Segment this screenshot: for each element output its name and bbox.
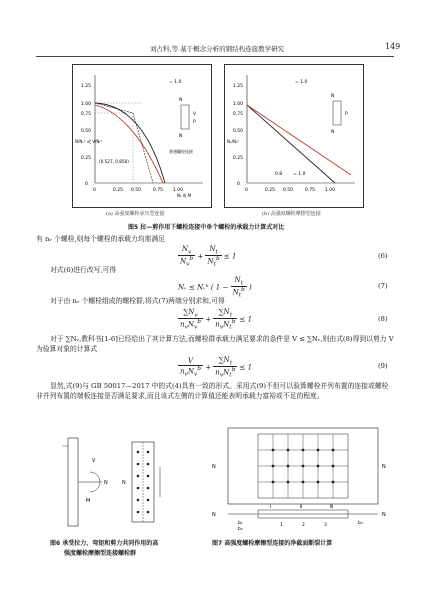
figure6-caption-line1: 图6 承受拉力、弯矩和剪力共同作用的高 xyxy=(50,540,159,547)
side-label: N xyxy=(331,94,335,99)
eq7-paren-open: ( xyxy=(210,283,214,292)
y-tick: 0.25 xyxy=(81,156,92,161)
figure7-drawing xyxy=(208,424,398,534)
side-label: N xyxy=(179,134,183,139)
eq9-number: (9) xyxy=(378,362,388,370)
x-tick: 1.00 xyxy=(325,188,336,193)
x-tick: 0 xyxy=(93,188,96,193)
y-axis-label: N/Nᵥᵇ 或 V/Nₜᵇ xyxy=(75,139,103,144)
paragraph-3: 对于由 nᵥ 个螺栓组成的螺栓群,将式(7)两端分别求和,可得 xyxy=(50,297,225,305)
x-axis-label: Nₜ 或 M xyxy=(177,193,192,198)
fig7-label: 3 xyxy=(324,523,327,528)
page-number: 149 xyxy=(385,42,401,51)
point-annotation: (0.527, 0.850) xyxy=(99,159,129,164)
fig7-label: b₃ xyxy=(358,521,363,526)
y-tick: 0.50 xyxy=(233,129,244,134)
figure5-panel-a-label: (a) 高强度螺栓承压型连接 xyxy=(106,211,165,217)
bolt-sketch xyxy=(181,105,189,129)
bolt-sketch xyxy=(333,101,341,125)
x-tick: 0.25 xyxy=(113,188,124,193)
paragraph-2: 对式(6)进行改写,可得 xyxy=(50,266,117,274)
figure5-panel-b-label: (b) 高强度螺栓摩擦型连接 xyxy=(262,211,321,217)
y-tick: 0 xyxy=(85,182,88,187)
fig7-label: 2 xyxy=(302,523,305,528)
figure6-caption-line2: 强度螺栓摩擦型连接螺栓群 xyxy=(64,550,137,557)
fig7-label: b₁ xyxy=(238,521,243,526)
eq7-paren-close: ) xyxy=(249,283,252,292)
side-label: P xyxy=(345,112,348,117)
fig7-label: N xyxy=(212,512,216,518)
fig7-label: N xyxy=(212,464,216,470)
fig7-label: N xyxy=(382,512,386,518)
equation-label: = 1.0 xyxy=(169,80,182,85)
figure5-panel-a xyxy=(72,64,212,208)
equation-upper: = 1.0 xyxy=(295,80,308,85)
paragraph-1: 有 nᵥ 个螺栓,则每个螺栓的承载力均需满足 xyxy=(36,235,165,243)
fig7-label: Ⅲ xyxy=(330,505,334,510)
y-tick: 0 xyxy=(237,182,240,187)
paragraph-5: 显然,式(9)与 GB 50017—2017 中的式(4)具有一致的形式。采用式(9)不但可以验算螺栓并列布置的连接或螺栓非并列布置的端板连接是否满足要求,而且该式左侧的计算值还能表明承载力富裕或不足的程度。 xyxy=(36,382,389,400)
eq7-one-minus: 1 − xyxy=(215,283,229,292)
fig6-label: M xyxy=(86,498,91,504)
y-tick: 1.25 xyxy=(233,84,244,89)
fig7-label: b₂ xyxy=(238,527,243,532)
figure5-chart-b xyxy=(225,65,363,207)
x-tick: 0.75 xyxy=(305,188,316,193)
equation-coef: 0.8 xyxy=(275,172,283,177)
header-rule xyxy=(36,56,394,57)
side-label: V xyxy=(193,112,197,117)
fig7-label: 1 xyxy=(280,523,283,528)
fig7-label: N xyxy=(382,464,386,470)
paragraph-4: 对于 ∑Nᵥ,教科书[1-6]已经给出了其计算方法,而螺栓群承载力满足要求的条件是 V ≤ ∑Nᵥ,则由式(8)得到以剪力 V 为验算对象的计算式 xyxy=(36,335,394,353)
equation-lower: = 1.0 xyxy=(293,172,306,177)
side-label: P xyxy=(193,120,196,125)
figure7 xyxy=(208,424,398,534)
y-axis-label: Nᵥ/Nᵥᵇ xyxy=(227,139,240,144)
eq9-rhs: ≤ 1 xyxy=(239,363,253,372)
x-tick: 0.50 xyxy=(283,188,294,193)
x-tick: 0.50 xyxy=(131,188,142,193)
x-tick: 0.25 xyxy=(265,188,276,193)
fig6-label: N xyxy=(104,480,108,486)
y-tick: 1.25 xyxy=(81,84,92,89)
fig6-label: N xyxy=(122,480,126,486)
y-tick: 0.75 xyxy=(233,112,244,117)
figure7-caption: 图7 高强度螺栓摩擦型连接的净截面断裂计算 xyxy=(212,540,333,547)
figure5-chart-a xyxy=(73,65,211,207)
x-tick: 1.00 xyxy=(173,188,184,193)
figure6-drawing xyxy=(40,432,190,532)
fig7-label: Ⅰ xyxy=(270,505,272,510)
eq6-number: (6) xyxy=(378,252,388,260)
fig6-label: V xyxy=(92,458,96,464)
x-tick: 0.75 xyxy=(153,188,164,193)
eq8-rhs: ≤ 1 xyxy=(239,315,253,324)
x-tick: 0 xyxy=(245,188,248,193)
eq7-lhs: Nᵥ ≤ Nᵥᵇ xyxy=(178,283,209,292)
equation-9: $\frac{V}{n_vN_v^b}$ + $\frac{\sum N_t}{n_vN_t^b}$ ≤ 1 xyxy=(180,356,253,380)
figure5-caption: 图5 拉—剪作用下螺栓连接中单个螺栓的承载力计算式对比 xyxy=(128,224,285,231)
y-tick: 0.75 xyxy=(81,112,92,117)
fig7-label: Ⅱ xyxy=(300,505,303,510)
side-label: N xyxy=(331,130,335,135)
y-tick: 0.25 xyxy=(233,156,244,161)
figure6 xyxy=(40,432,190,532)
running-title: 刘占科,等 基于概念分析的钢结构连接教学研究 xyxy=(150,45,285,53)
equation-7: Nᵥ ≤ Nᵥᵇ ( 1 − $\frac{N_t}{N_t^b}$ ) xyxy=(178,276,252,300)
side-label: N xyxy=(179,98,183,103)
legend-text: 普通螺栓连接 xyxy=(169,149,193,154)
y-tick: 1.00 xyxy=(233,102,244,107)
eq6-rhs: ≤ 1 xyxy=(223,252,237,261)
y-tick: 0.50 xyxy=(81,129,92,134)
eq8-number: (8) xyxy=(378,315,388,323)
equation-8: $\frac{\sum N_v}{n_vN_v^b}$ + $\frac{\sum N_t}{n_vN_t^b}$ ≤ 1 xyxy=(180,308,253,332)
eq7-number: (7) xyxy=(378,282,388,290)
figure5-panel-b xyxy=(224,64,364,208)
y-tick: 1.00 xyxy=(81,102,92,107)
equation-6: $\frac{N_v}{N_v^b}$ + $\frac{N_t}{N_t^b}$ ≤ 1 xyxy=(180,245,237,269)
